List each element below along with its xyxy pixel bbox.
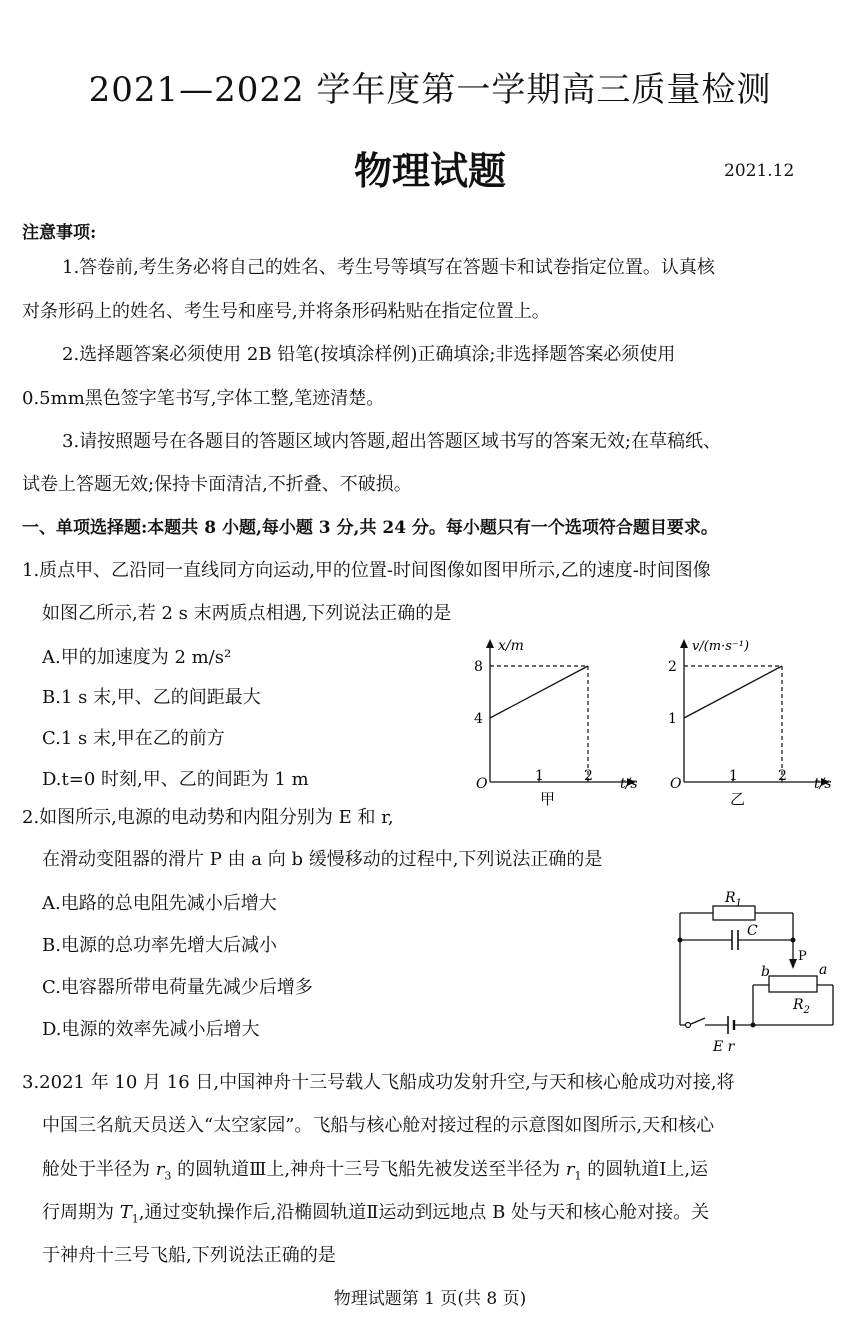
subject-title: 物理试题 [353,148,506,193]
label-c: C [747,923,758,939]
q2-stem-line-2: 在滑动变阻器的滑片 P 由 a 向 b 缓慢移动的过程中,下列说法正确的是 [42,849,603,870]
label-p: P [798,949,807,964]
graph-jia-ytick-4: 4 [474,711,483,727]
graph-jia [470,630,650,810]
graph-yi-xtick-2: 2 [778,768,787,784]
page-footer: 物理试题第 1 页(共 8 页) [333,1289,527,1309]
label-e-r: E r [713,1039,735,1055]
graph-jia-ytick-8: 8 [474,659,483,675]
graph-jia-caption: 甲 [540,790,556,808]
graph-yi-ytick-1: 1 [668,711,677,727]
section-1-heading: 一、单项选择题:本题共 8 小题,每小题 3 分,共 24 分。每小题只有一个选项符合题目要求。 [22,518,718,538]
graph-yi-xtick-1: 1 [729,768,738,784]
slider-arrow-icon [789,959,797,969]
q3-line-1: 3.2021 年 10 月 16 日,中国神舟十三号载人飞船成功发射升空,与天和核心舱成功对接,将 [22,1072,735,1093]
q1-stem-line-2: 如图乙所示,若 2 s 末两质点相遇,下列说法正确的是 [42,603,452,624]
graph-jia-ylabel: x/m [498,638,524,654]
switch-icon [686,1023,691,1028]
q1-stem-line-1: 1.质点甲、乙沿同一直线同方向运动,甲的位置-时间图像如图甲所示,乙的速度-时间图像 [22,560,711,581]
graph-yi-origin: O [670,776,682,792]
label-r1: $R_1$ [725,890,742,909]
exam-title: 2021—2022 学年度第一学期高三质量检测 [88,70,772,110]
notice-item-2-line-1: 2.选择题答案必须使用 2B 铅笔(按填涂样例)正确填涂;非选择题答案必须使用 [62,344,676,365]
graph-yi [664,630,844,810]
resistor-r2 [769,976,817,992]
q1-option-a: A.甲的加速度为 2 m/s² [42,647,232,668]
graph-yi-ylabel: v/(m·s⁻¹) [692,639,750,654]
graph-jia-xtick-2: 2 [584,768,593,784]
circuit-diagram [665,885,845,1055]
exam-date: 2021.12 [724,161,795,181]
q2-option-a: A.电路的总电阻先减小后增大 [42,893,277,914]
graph-jia-xtick-1: 1 [535,768,544,784]
q1-option-d: D.t=0 时刻,甲、乙的间距为 1 m [42,769,309,790]
label-b: b [761,964,770,980]
q2-option-d: D.电源的效率先减小后增大 [42,1019,260,1040]
q1-option-c: C.1 s 末,甲在乙的前方 [42,728,225,749]
notice-heading: 注意事项: [22,223,97,243]
q3-line-5: 于神舟十三号飞船,下列说法正确的是 [42,1245,336,1266]
q2-stem-line-1: 2.如图所示,电源的电动势和内阻分别为 E 和 r, [22,807,394,828]
q1-option-b: B.1 s 末,甲、乙的间距最大 [42,687,261,708]
q3-line-3: 舱处于半径为 $r_3$ 的圆轨道Ⅲ上,神舟十三号飞船先被发送至半径为 $r_1$ 的圆轨道Ⅰ上,运 [42,1159,709,1183]
q3-line-2: 中国三名航天员送入“太空家园”。飞船与核心舱对接过程的示意图如图所示,天和核心 [42,1115,715,1136]
q3-line-4: 行周期为 $T_1$,通过变轨操作后,沿椭圆轨道Ⅱ运动到远地点 B 处与天和核心舱对接。关 [42,1202,710,1226]
label-r2: $R_2$ [793,997,810,1016]
q2-option-c: C.电容器所带电荷量先减少后增多 [42,977,313,998]
notice-item-2-line-2: 0.5mm黑色签字笔书写,字体工整,笔迹清楚。 [22,388,385,409]
notice-item-1-line-1: 1.答卷前,考生务必将自己的姓名、考生号等填写在答题卡和试卷指定位置。认真核 [62,257,715,278]
label-a: a [819,962,828,978]
graph-jia-xlabel: t/s [620,776,638,792]
graph-yi-caption: 乙 [730,790,746,808]
notice-item-3-line-2: 试卷上答题无效;保持卡面清洁,不折叠、不破损。 [22,474,412,495]
notice-item-1-line-2: 对条形码上的姓名、考生号和座号,并将条形码粘贴在指定位置上。 [22,301,550,322]
graph-yi-xlabel: t/s [814,776,832,792]
graph-yi-ytick-2: 2 [668,659,677,675]
q2-option-b: B.电源的总功率先增大后减小 [42,935,277,956]
graph-jia-origin: O [476,776,488,792]
notice-item-3-line-1: 3.请按照题号在各题目的答题区域内答题,超出答题区域书写的答案无效;在草稿纸、 [62,431,721,452]
resistor-r1 [713,906,755,920]
